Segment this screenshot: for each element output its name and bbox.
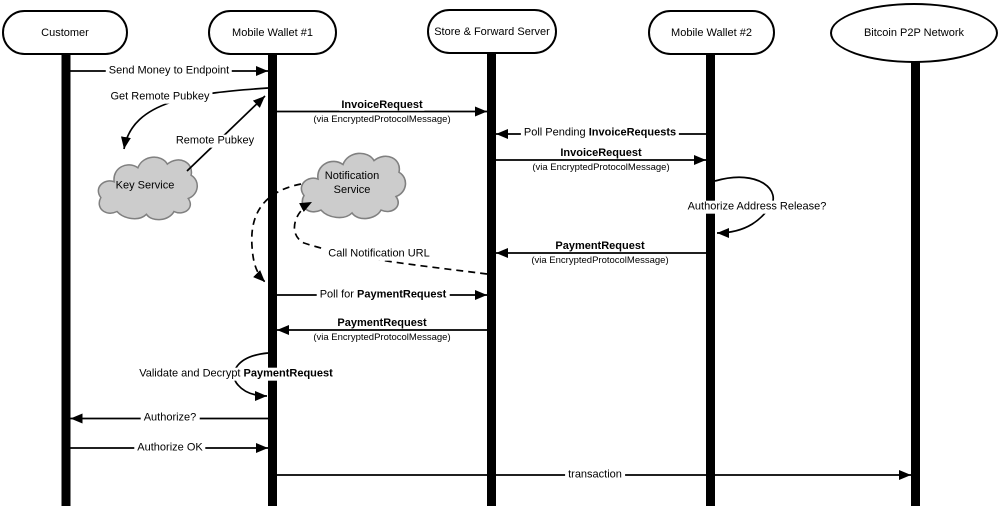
label-payment-request-2 bbox=[311, 318, 452, 343]
label-payment-request-1-title: PaymentRequest bbox=[555, 239, 645, 252]
actor-store-forward-server bbox=[427, 9, 557, 54]
label-poll-for-paymentrequest bbox=[317, 289, 450, 302]
label-invoice-request-2 bbox=[530, 148, 671, 173]
label-poll-for-pre: Poll for bbox=[319, 288, 358, 301]
label-validate-decrypt bbox=[136, 368, 336, 381]
label-invoice-request-2-title: InvoiceRequest bbox=[560, 146, 642, 159]
label-validate-bold: PaymentRequest bbox=[243, 367, 333, 380]
label-payment-request-1 bbox=[529, 241, 670, 266]
label-payment-request-2-sub: (via EncryptedProtocolMessage) bbox=[313, 331, 451, 343]
actor-mobile-wallet-2-label: Mobile Wallet #2 bbox=[671, 26, 752, 39]
actor-mobile-wallet-1-label: Mobile Wallet #1 bbox=[232, 26, 313, 39]
actor-bitcoin-p2p-network-label: Bitcoin P2P Network bbox=[863, 27, 965, 39]
label-authorize-ok: Authorize OK bbox=[134, 442, 205, 455]
label-authorize-question: Authorize? bbox=[141, 412, 200, 425]
actor-customer bbox=[2, 10, 128, 55]
label-poll-pending-bold: InvoiceRequests bbox=[588, 126, 677, 139]
label-invoice-request-1 bbox=[311, 99, 452, 124]
label-call-notification-url: Call Notification URL bbox=[325, 248, 432, 261]
label-invoice-request-2-sub: (via EncryptedProtocolMessage) bbox=[532, 161, 670, 173]
label-get-remote-pubkey: Get Remote Pubkey bbox=[107, 91, 212, 104]
label-poll-pending-pre: Poll Pending bbox=[523, 126, 589, 139]
actor-bitcoin-p2p-network bbox=[830, 3, 998, 63]
label-payment-request-1-sub: (via EncryptedProtocolMessage) bbox=[531, 254, 669, 266]
label-notification-service-line1: Notification bbox=[324, 170, 380, 182]
actor-mobile-wallet-1 bbox=[208, 10, 337, 55]
label-poll-pending-invoicerequests bbox=[521, 127, 679, 140]
label-validate-pre: Validate and Decrypt bbox=[139, 367, 244, 380]
arrow-remote-pubkey bbox=[187, 96, 265, 171]
label-key-service: Key Service bbox=[115, 179, 175, 192]
label-payment-request-2-title: PaymentRequest bbox=[337, 316, 427, 329]
label-send-money: Send Money to Endpoint bbox=[106, 65, 232, 78]
actor-store-forward-server-label: Store & Forward Server bbox=[434, 25, 550, 38]
label-transaction: transaction bbox=[565, 469, 625, 482]
lifeline-customer bbox=[62, 53, 71, 506]
actor-customer-label: Customer bbox=[41, 26, 89, 39]
label-notification-service-line2: Service bbox=[333, 184, 371, 196]
lifeline-mobile-wallet-1 bbox=[268, 53, 277, 506]
label-invoice-request-1-sub: (via EncryptedProtocolMessage) bbox=[313, 113, 451, 125]
lifeline-bitcoin-p2p-network bbox=[911, 62, 920, 506]
label-remote-pubkey: Remote Pubkey bbox=[173, 135, 257, 148]
actor-mobile-wallet-2 bbox=[648, 10, 775, 55]
label-poll-for-bold: PaymentRequest bbox=[357, 288, 447, 301]
lifeline-store-forward-server bbox=[487, 53, 496, 506]
label-notification-service bbox=[325, 169, 379, 197]
label-authorize-address-release: Authorize Address Release? bbox=[685, 201, 830, 214]
label-invoice-request-1-title: InvoiceRequest bbox=[341, 98, 423, 111]
lifeline-mobile-wallet-2 bbox=[706, 55, 715, 506]
